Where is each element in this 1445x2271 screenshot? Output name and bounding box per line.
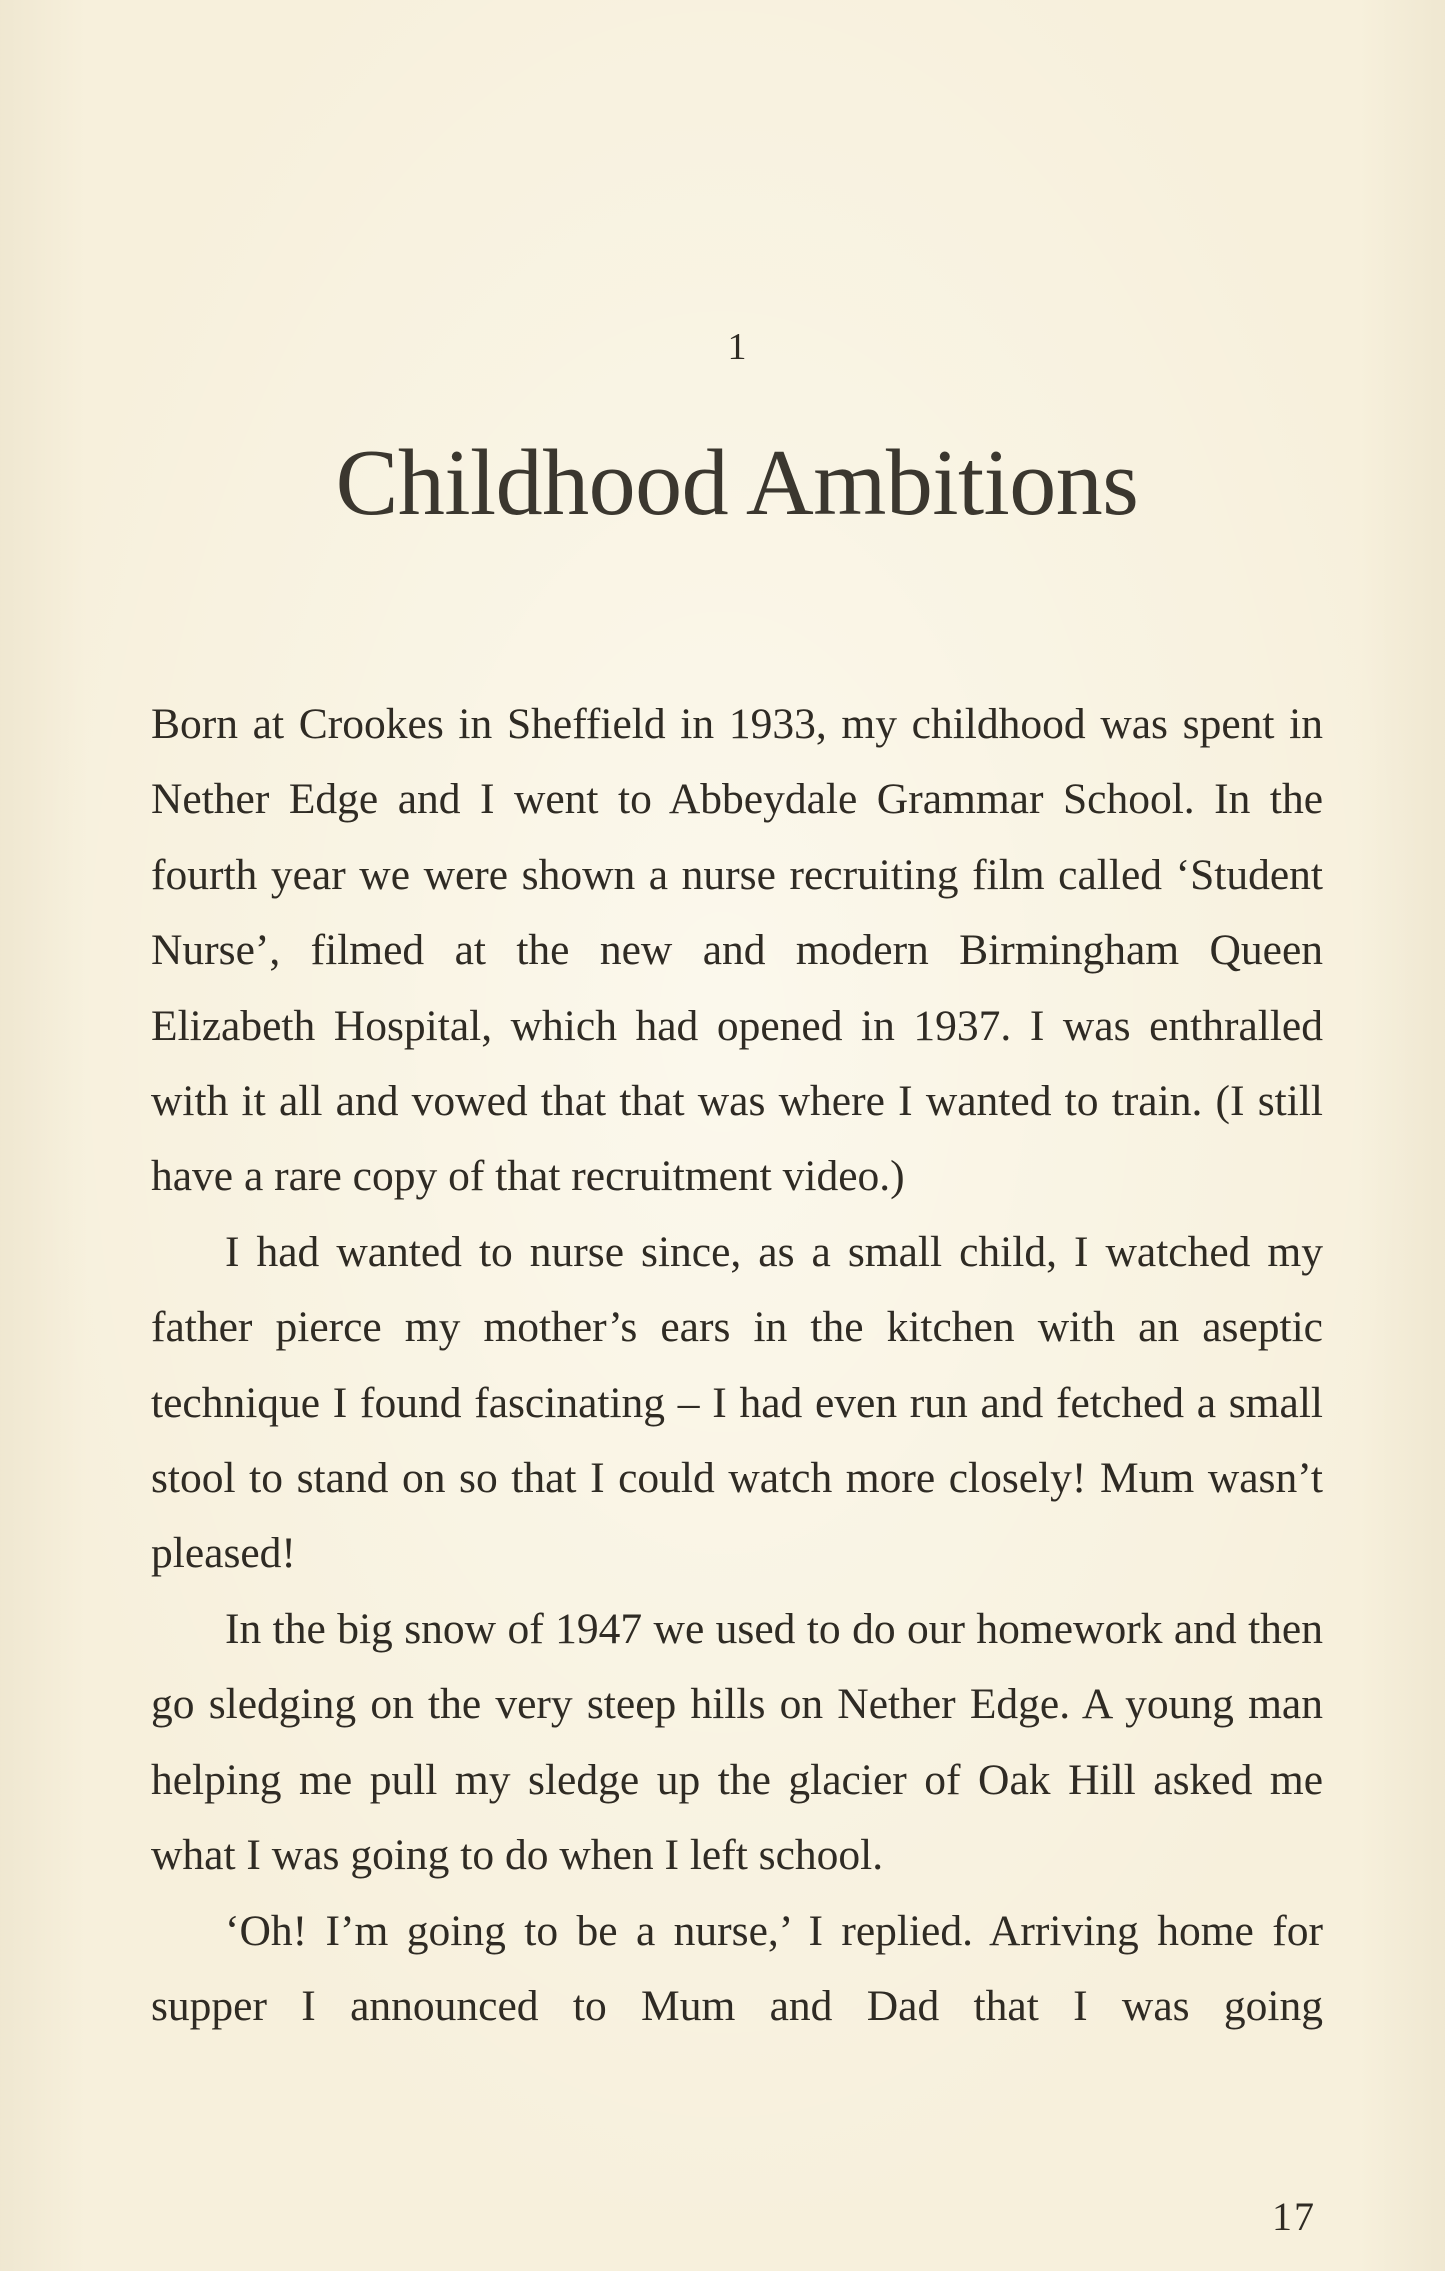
chapter-title: Childhood Ambitions: [335, 431, 1139, 535]
paragraph: Born at Crookes in Sheffield in 1933, my childhood was spent in Nether Edge and I went to Abbeydale Grammar School. In the fourth year we were shown a nurse recruiting film called ‘Student Nurse’, filmed at the new and modern Birmingham Queen Elizabeth Hospital, which had opened in 1937. I was enthralled with it all and vowed that that was where I wanted to train. (I still have a rare copy of that recruitment video.): [151, 700, 1323, 1201]
page-number: 17: [1272, 2194, 1316, 2239]
chapter-number: 1: [727, 326, 747, 368]
paragraph: In the big snow of 1947 we used to do our homework and then go sledging on the very steep hills on Nether Edge. A young man helping me pull my sledge up the glacier of Oak Hill asked me what I was going to do when I left school.: [151, 1604, 1323, 1880]
paragraph: ‘Oh! I’m going to be a nurse,’ I replied. Arriving home for supper I announced to Mum and Dad that I was going: [151, 1906, 1323, 2030]
paragraph: I had wanted to nurse since, as a small child, I watched my father pierce my mother’s ears in the kitchen with an aseptic technique I found fascinating – I had even run and fetched a small stool to stand on so that I could watch more closely! Mum wasn’t pleased!: [151, 1227, 1323, 1578]
body-text: [151, 687, 1323, 2044]
